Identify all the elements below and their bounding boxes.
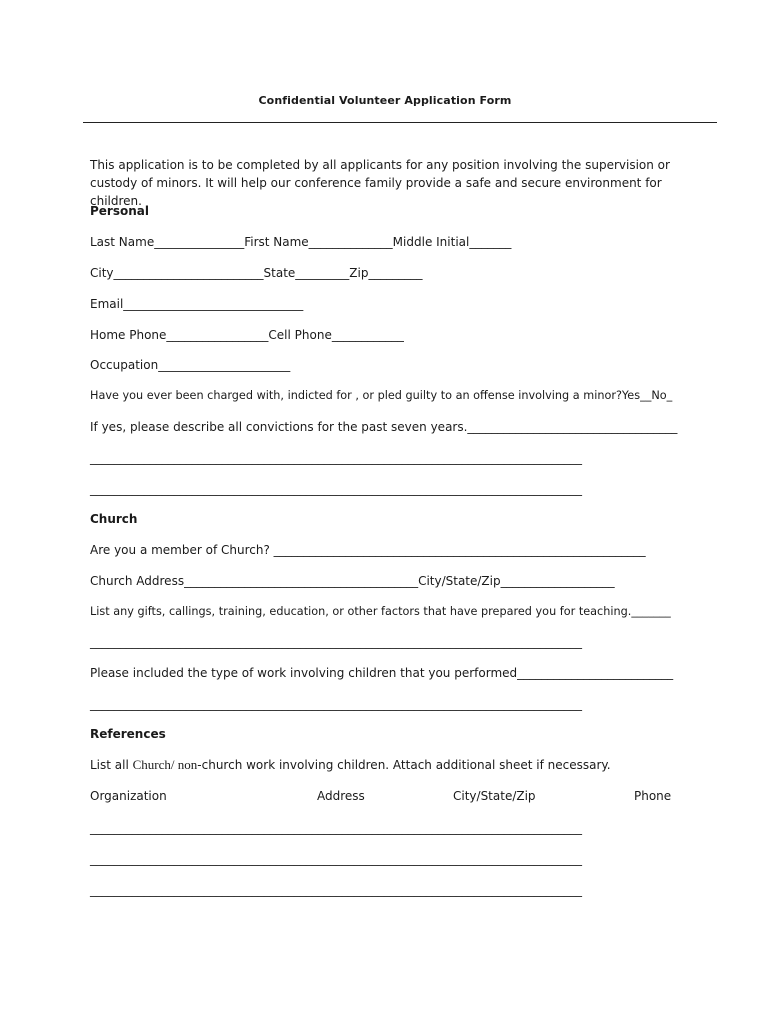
references-text-post: -church work involving children. Attach additional sheet if necessary. — [197, 758, 611, 772]
convictions-field[interactable]: If yes, please describe all convictions for the past seven years.___________________________________ — [90, 420, 678, 434]
reference-entry-line[interactable]: __________________________________________________________________________________ — [90, 852, 582, 866]
references-text-serif: Church/ non — [132, 757, 198, 772]
occupation-field[interactable]: Occupation______________________ — [90, 358, 291, 372]
church-address-field[interactable]: Church Address_______________________________________City/State/Zip___________________ — [90, 574, 615, 588]
charged-question[interactable]: Have you ever been charged with, indicted for , or pled guilty to an offense involving a minor?Yes__No_ — [90, 389, 673, 402]
reference-entry-line[interactable]: __________________________________________________________________________________ — [90, 821, 582, 835]
section-heading-personal: Personal — [90, 204, 149, 218]
references-text-pre: List all — [90, 758, 133, 772]
blank-answer-line[interactable]: __________________________________________________________________________________ — [90, 635, 582, 649]
references-instructions — [90, 757, 611, 773]
email-field[interactable]: Email______________________________ — [90, 297, 304, 311]
intro-paragraph: This application is to be completed by all applicants for any position involving the supervision or custody of minors. It will help our conference family provide a safe and secure environment for children. — [90, 158, 670, 208]
title-divider — [83, 122, 717, 123]
column-header-city-state-zip: City/State/Zip — [453, 789, 536, 803]
page-title: Confidential Volunteer Application Form — [258, 94, 512, 107]
section-heading-references: References — [90, 727, 166, 741]
work-with-children-field[interactable]: Please included the type of work involving children that you performed__________________________ — [90, 666, 674, 680]
section-heading-church: Church — [90, 512, 138, 526]
church-member-field[interactable]: Are you a member of Church? ______________________________________________________________ — [90, 543, 646, 557]
column-header-address: Address — [317, 789, 365, 803]
blank-answer-line[interactable]: __________________________________________________________________________________ — [90, 451, 582, 465]
blank-answer-line[interactable]: __________________________________________________________________________________ — [90, 482, 582, 496]
column-header-organization: Organization — [90, 789, 167, 803]
blank-answer-line[interactable]: __________________________________________________________________________________ — [90, 697, 582, 711]
phone-fields[interactable]: Home Phone_________________Cell Phone____________ — [90, 328, 404, 342]
reference-entry-line[interactable]: __________________________________________________________________________________ — [90, 883, 582, 897]
gifts-field[interactable]: List any gifts, callings, training, education, or other factors that have prepared you for teaching._______ — [90, 605, 671, 618]
name-fields[interactable]: Last Name_______________First Name______________Middle Initial_______ — [90, 235, 512, 249]
column-header-phone: Phone — [634, 789, 672, 803]
city-state-zip-fields[interactable]: City_________________________State_________Zip_________ — [90, 266, 423, 280]
